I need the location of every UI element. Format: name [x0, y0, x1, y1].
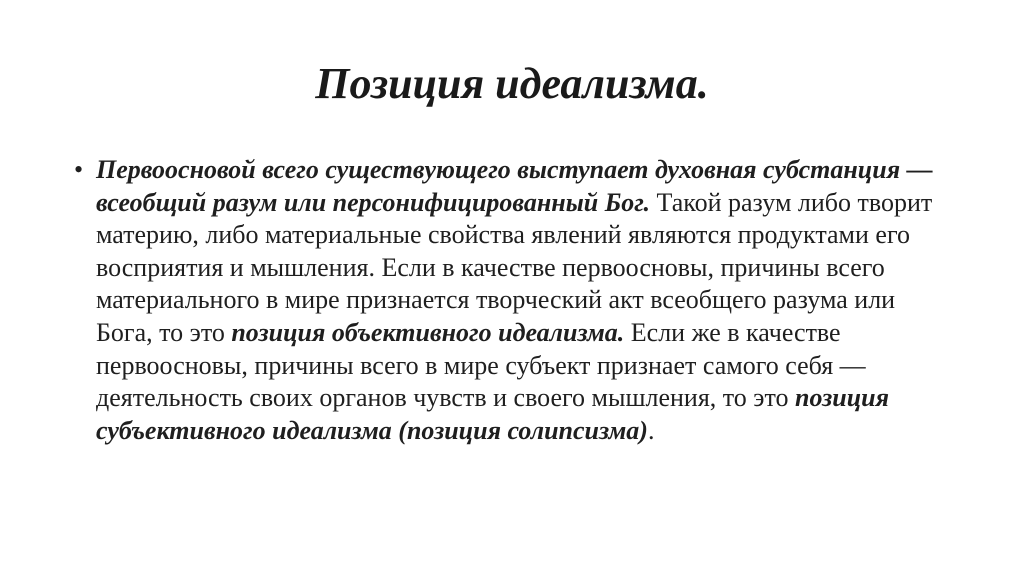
- slide-title: Позиция идеализма.: [315, 59, 709, 108]
- body-text-2: Если же в качестве первоосновы, причины всего в мире субъект признает самого себя — деятельность своих органов чувств и своего мышления, то это: [96, 317, 866, 413]
- bullet-list: [74, 154, 954, 447]
- subjective-idealism-term: позиция субъективного идеализма (позиция солипсизма): [96, 383, 890, 445]
- body-text-1: Такой разум либо творит материю, либо материальные свойства явлений являются продуктами его восприятия и мышления. Если в качестве первоосновы, причины всего материального в мире признается творческий акт всеобщего разума или Бога, то это: [96, 187, 933, 347]
- objective-idealism-term: позиция объективного идеализма.: [231, 317, 625, 347]
- bullet-item: [74, 154, 954, 447]
- primary-substance-statement: Первоосновой всего существующего выступает духовная субстанция — всеобщий разум или персонифицированный Бог.: [96, 155, 933, 217]
- bullet-marker: •: [74, 155, 84, 184]
- closing-period: .: [647, 415, 655, 445]
